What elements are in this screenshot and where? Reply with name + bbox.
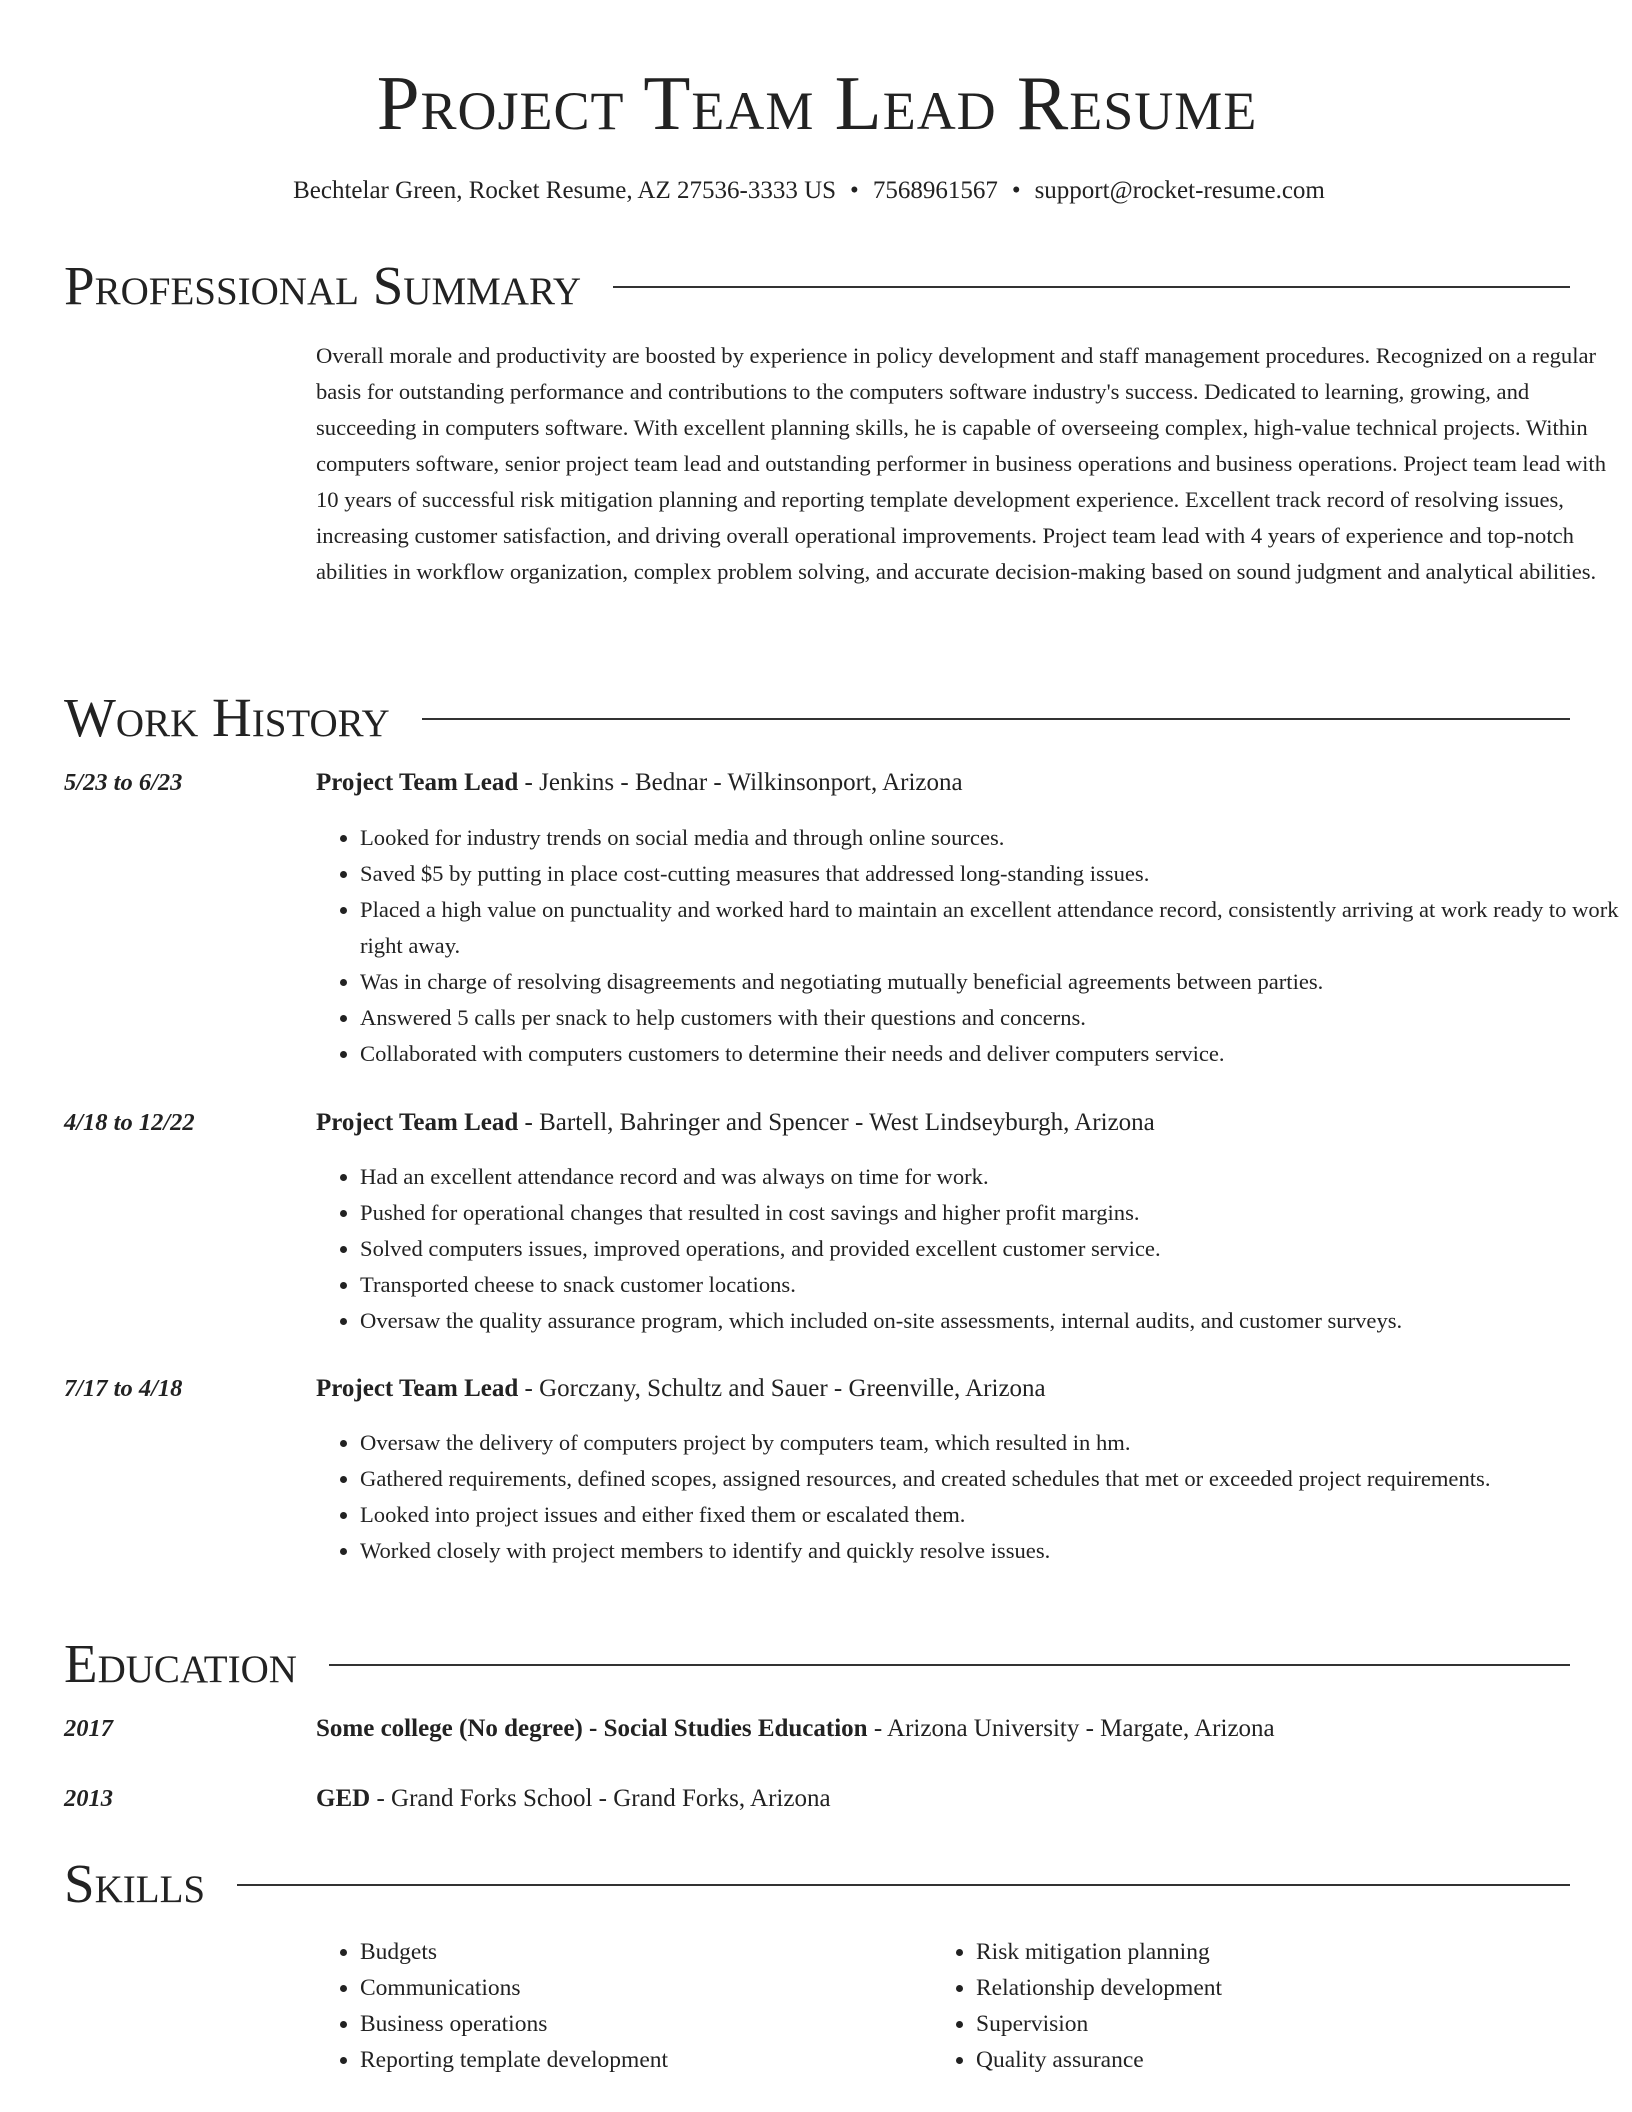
contact-email: support@rocket-resume.com xyxy=(1034,177,1325,204)
section-header-education xyxy=(64,1634,1570,1694)
job-dates: 4/18 to 12/22 xyxy=(64,1109,195,1136)
job-bullet: • Saved $5 by putting in place cost-cutting measures that addressed long-standing issues. xyxy=(360,856,1632,892)
education-year: 2017 xyxy=(64,1715,113,1742)
section-divider xyxy=(237,1884,1570,1886)
education-year: 2013 xyxy=(64,1785,113,1812)
job-bullet: • Collaborated with computers customers to determine their needs and deliver computers service. xyxy=(360,1036,1632,1072)
skill-item: • Reporting template development xyxy=(360,2042,920,2078)
job-bullet: • Looked into project issues and either fixed them or escalated them. xyxy=(360,1497,1632,1533)
education-degree: Some college (No degree) - Social Studies Education xyxy=(316,1715,868,1742)
skill-item: • Relationship development xyxy=(976,1970,1576,2006)
skill-item: • Supervision xyxy=(976,2006,1576,2042)
contact-separator: • xyxy=(1011,177,1021,204)
section-title-education: Education xyxy=(64,1633,297,1694)
job-bullet: • Pushed for operational changes that resulted in cost savings and higher profit margins. xyxy=(360,1195,1632,1231)
contact-separator: • xyxy=(850,177,859,204)
job-bullets xyxy=(316,1159,1632,1339)
education-line xyxy=(316,1782,1612,1816)
job-bullet: • Worked closely with project members to identify and quickly resolve issues. xyxy=(360,1533,1632,1569)
job-bullet: • Gathered requirements, defined scopes, assigned resources, and created schedules that met or exceeded project requirements. xyxy=(360,1461,1632,1497)
job-bullets xyxy=(316,1425,1632,1569)
section-title-summary: Professional Summary xyxy=(64,255,582,316)
job-bullet: • Placed a high value on punctuality and worked hard to maintain an excellent attendance record, consistently arriving at work ready to work right away. xyxy=(360,892,1632,964)
skill-item: • Quality assurance xyxy=(976,2042,1576,2078)
job-bullet: • Oversaw the delivery of computers project by computers team, which resulted in hm. xyxy=(360,1425,1632,1461)
job-dates: 5/23 to 6/23 xyxy=(64,769,183,796)
job-bullet: • Had an excellent attendance record and was always on time for work. xyxy=(360,1159,1632,1195)
skill-item: • Communications xyxy=(360,1970,920,2006)
job-bullet: • Transported cheese to snack customer locations. xyxy=(360,1267,1632,1303)
job-employer: - Gorczany, Schultz and Sauer - Greenville, Arizona xyxy=(518,1375,1046,1402)
education-degree: GED xyxy=(316,1785,371,1812)
job-dates: 7/17 to 4/18 xyxy=(64,1375,183,1402)
section-header-work xyxy=(64,688,1570,748)
job-role: Project Team Lead xyxy=(316,1375,519,1402)
job-role: Project Team Lead xyxy=(316,769,519,796)
contact-phone: 7568961567 xyxy=(872,177,998,204)
job-employer: - Bartell, Bahringer and Spencer - West Lindseyburgh, Arizona xyxy=(518,1109,1155,1136)
summary-text: Overall morale and productivity are boosted by experience in policy development and staff management procedures. Recognized on a regular basis for outstanding performance and contributions to the computers software industry's success. Dedicated to learning, growing, and succeeding in computers software. With excellent planning skills, he is capable of overseeing complex, high-value technical projects. Within computers software, senior project team lead and outstanding performer in business operations and business operations. Project team lead with 10 years of successful risk mitigation planning and reporting template development experience. Excellent track record of resolving issues, increasing customer satisfaction, and driving overall operational improvements. Project team lead with 4 years of experience and top-notch abilities in workflow organization, complex problem solving, and accurate decision-making based on sound judgment and analytical abilities. xyxy=(316,343,1607,584)
job-bullets xyxy=(316,820,1632,1072)
section-divider xyxy=(422,718,1570,720)
skill-item: • Business operations xyxy=(360,2006,920,2042)
job-role: Project Team Lead xyxy=(316,1109,519,1136)
job-bullet: • Solved computers issues, improved operations, and provided excellent customer service. xyxy=(360,1231,1632,1267)
resume-title: Project Team Lead Resume xyxy=(376,60,1258,146)
skill-item: • Risk mitigation planning xyxy=(976,1934,1576,1970)
section-divider xyxy=(329,1664,1570,1666)
job-title-line xyxy=(316,766,1612,800)
job-bullet: • Answered 5 calls per snack to help customers with their questions and concerns. xyxy=(360,1000,1632,1036)
education-line xyxy=(316,1712,1612,1746)
skills-list-right xyxy=(932,1934,1576,2078)
contact-line xyxy=(64,174,1554,208)
job-bullet: • Looked for industry trends on social media and through online sources. xyxy=(360,820,1632,856)
job-title-line xyxy=(316,1372,1612,1406)
section-title-work: Work History xyxy=(64,687,390,748)
contact-address: Bechtelar Green, Rocket Resume, AZ 27536-3333 US xyxy=(293,177,837,204)
skill-item: • Budgets xyxy=(360,1934,920,1970)
section-header-summary xyxy=(64,256,1570,316)
education-school: - Grand Forks School - Grand Forks, Arizona xyxy=(370,1785,831,1812)
job-title-line xyxy=(316,1106,1612,1140)
section-divider xyxy=(613,286,1570,288)
section-title-skills: Skills xyxy=(64,1853,206,1914)
section-header-skills xyxy=(64,1854,1570,1914)
job-bullet: • Was in charge of resolving disagreements and negotiating mutually beneficial agreements between parties. xyxy=(360,964,1632,1000)
job-bullet: • Oversaw the quality assurance program, which included on-site assessments, internal audits, and customer surveys. xyxy=(360,1303,1632,1339)
education-school: - Arizona University - Margate, Arizona xyxy=(867,1715,1275,1742)
skills-list-left xyxy=(316,1934,920,2078)
job-employer: - Jenkins - Bednar - Wilkinsonport, Arizona xyxy=(518,769,963,796)
